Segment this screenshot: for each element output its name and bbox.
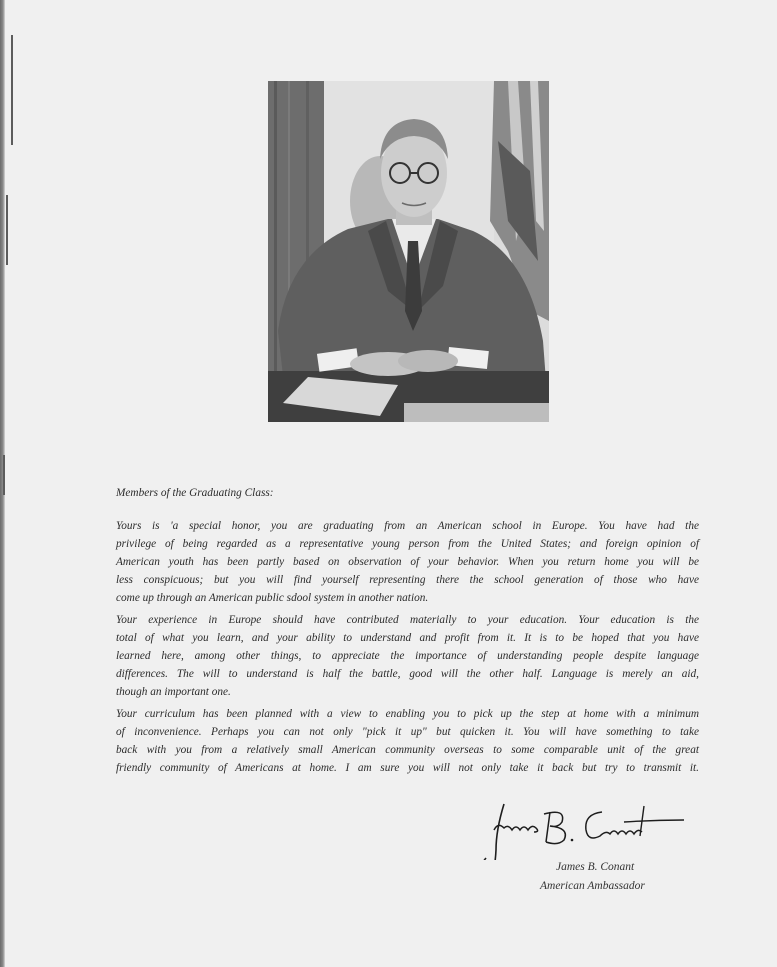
paragraph-3 [116, 705, 699, 777]
letter-body [116, 484, 699, 781]
salutation: Members of the Graduating Class: [116, 487, 274, 499]
handwritten-signature [474, 800, 704, 860]
signature-block [474, 800, 704, 900]
text-line: come up through an American public sdool system in another nation. [116, 592, 429, 604]
text-line: back with you from a relatively small American community overseas to some comparable unit of the great [116, 744, 699, 756]
text-line: though an important one. [116, 686, 231, 698]
signer-title: American Ambassador [540, 880, 645, 892]
portrait-photo [268, 81, 549, 422]
text-line: Your experience in Europe should have contributed materially to your education. Your education is the [116, 614, 699, 626]
text-line: Your curriculum has been planned with a view to enabling you to pick up the step at home with a minimum [116, 708, 699, 720]
text-line: total of what you learn, and your ability to understand and profit from it. It is to be hoped that you have [116, 632, 699, 644]
paragraph-2 [116, 611, 699, 701]
paragraph-1 [116, 517, 699, 607]
text-line: American youth has been partly based on observation of your behavior. When you return home you will be [116, 556, 699, 568]
text-line: friendly community of Americans at home. I am sure you will not only take it back but try to transmit it. [116, 762, 699, 774]
text-line: learned here, among other things, to appreciate the importance of understanding people despite language [116, 650, 699, 662]
scan-mark [11, 35, 13, 145]
text-line: of inconvenience. Perhaps you can not only "pick it up" but quicken it. You will have something to take [116, 726, 699, 738]
text-line: Yours is 'a special honor, you are graduating from an American school in Europe. You have had the [116, 520, 699, 532]
text-line: differences. The will to understand is half the battle, good will the other half. Language is merely an aid, [116, 668, 699, 680]
text-line: privilege of being regarded as a representative young person from the United States; and foreign opinion of [116, 538, 699, 550]
text-line: less conspicuous; but you will find yourself representing there the school generation of those who have [116, 574, 699, 586]
scan-mark [6, 195, 8, 265]
scan-mark [3, 455, 5, 495]
signer-name: James B. Conant [556, 861, 635, 873]
